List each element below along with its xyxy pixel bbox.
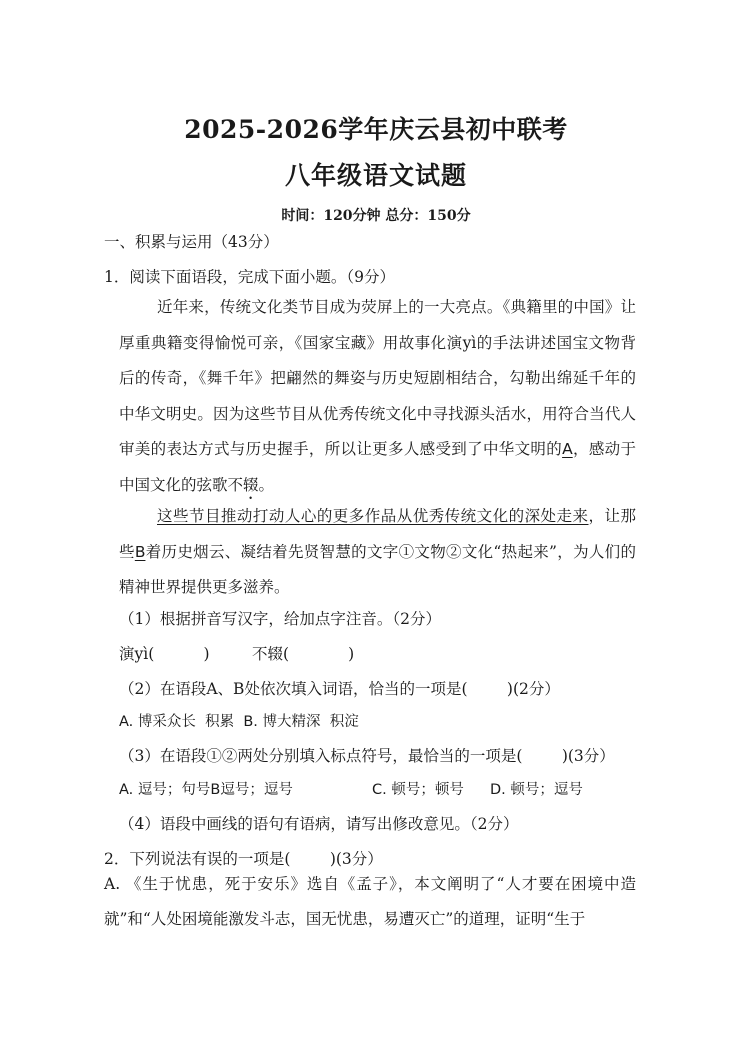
question-2-option-a: A. 《生于忧患，死于安乐》选自《孟子》，本文阐明了“人才要在困境中造就”和“人处困境能激发斗志，国无忧患，易遭灭亡”的道理，证明“生于 xyxy=(104,875,636,928)
underlined-sentence: 这些节目推动打动人心的更多作品从优秀传统文化的深处走来 xyxy=(157,507,589,525)
marker-1: ① xyxy=(398,542,415,561)
sub-question-2-options: A. 博采众长 积累 B. 博大精深 积淀 xyxy=(119,714,359,730)
fill-blank-b: 不辍( ) xyxy=(252,645,355,663)
exam-title: 2025-2026学年庆云县初中联考 xyxy=(184,115,568,144)
passage-paragraph-1 xyxy=(119,290,636,503)
option-d: D. 顿号；逗号 xyxy=(490,782,583,798)
passage-text: 。 xyxy=(258,475,275,494)
sub-question-2: （2）在语段A、B处依次填入词语，恰当的一项是( )(2分） xyxy=(119,680,560,698)
passage-text: 文物 xyxy=(414,542,446,561)
question-1-stem: 1．阅读下面语段，完成下面小题。（9分） xyxy=(104,268,395,286)
option-c: C. 顿号；顿号 xyxy=(372,782,464,798)
fill-blank-a: 演yì( ) xyxy=(119,645,210,663)
option-a-b: A. 逗号；句号B逗号；逗号 xyxy=(119,782,293,798)
dotted-char: 辍 xyxy=(243,475,259,494)
exam-subtitle: 八年级语文试题 xyxy=(284,161,467,190)
sub-question-3: （3）在语段①②两处分别填入标点符号，最恰当的一项是( )(3分） xyxy=(119,747,615,765)
passage-text: ，让那些 xyxy=(119,507,636,561)
passage-text: 文化“热起来”，为人们的精神世界提供更多滋养。 xyxy=(119,542,636,596)
marker-2: ② xyxy=(446,542,462,561)
blank-b: B xyxy=(134,542,146,561)
section-heading: 一、积累与运用（43分） xyxy=(104,233,279,251)
passage-paragraph-2 xyxy=(119,499,636,606)
passage-text: 近年来，传统文化类节目成为荧屏上的一大亮点。《典籍里的中国》让厚重典籍变得愉悦可亲，《国家宝藏》用故事化演yì的手法讲述国宝文物背后的传奇，《舞千年》把翩然的舞姿与历史短剧相结合，勾勒出绵延千年的中华文明史。因为这些节目从优秀传统文化中寻找源头活水，用符合当代人审美的表达方式与历史握手，所以让更多人感受到了中华文明的 xyxy=(119,298,636,458)
question-2-stem: 2．下列说法有误的一项是( )(3分） xyxy=(104,850,383,868)
sub-question-1: （1）根据拼音写汉字，给加点字注音。（2分） xyxy=(119,610,441,628)
passage-text: 着历史烟云、凝结着先贤智慧的文字 xyxy=(145,542,399,561)
exam-time-score: 时间：120分钟 总分：150分 xyxy=(281,208,471,224)
sub-question-4: （4）语段中画线的语句有语病，请写出修改意见。（2分） xyxy=(119,815,519,833)
blank-a: A xyxy=(562,440,573,458)
passage-text: ，感动于中国文化的弦歌不 xyxy=(119,440,636,494)
